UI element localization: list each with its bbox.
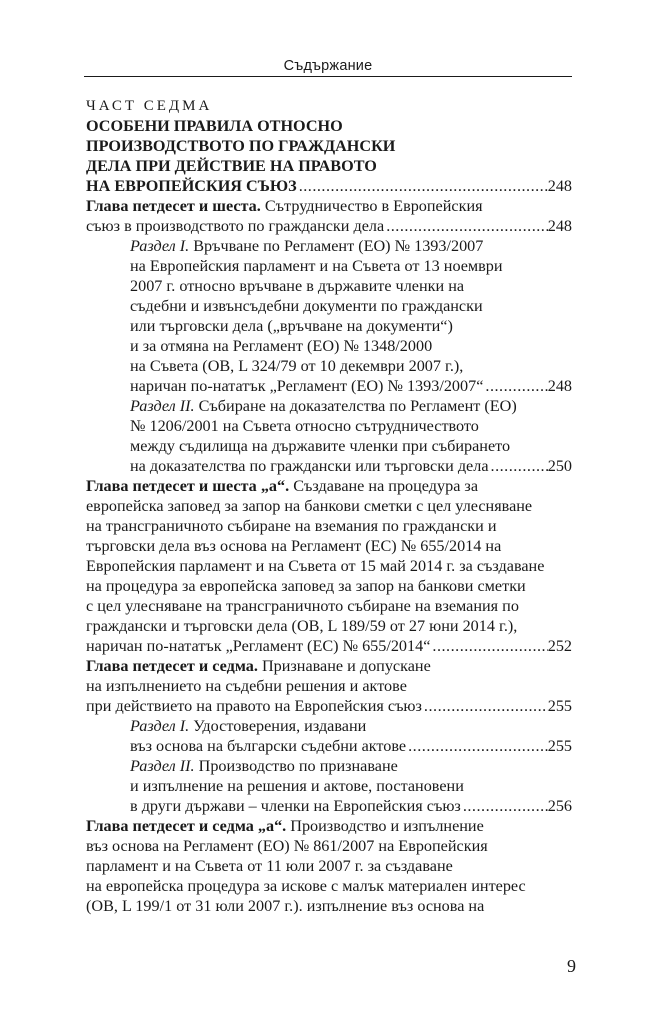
section-title: Удостоверения, издавани bbox=[189, 717, 367, 735]
entry-text-line: съдебни и извънсъдебни документи по граждански bbox=[130, 297, 483, 315]
section-heading bbox=[86, 756, 572, 776]
toc-entry-chapter-56[interactable] bbox=[86, 216, 572, 236]
chapter-label: Глава петдесет и седма. bbox=[86, 657, 258, 675]
entry-text: съюз в производството по граждански дела bbox=[86, 217, 385, 235]
part-title-line: ДЕЛА ПРИ ДЕЙСТВИЕ НА ПРАВОТО bbox=[86, 157, 377, 175]
entry-text: на доказателства по граждански или търговски дела bbox=[130, 457, 489, 475]
leader-dots bbox=[489, 456, 548, 476]
entry-text-line: на Съвета (ОВ, L 324/79 от 10 декември 2007 г.), bbox=[130, 357, 464, 375]
toc-entry-ch56-section-2[interactable] bbox=[86, 456, 572, 476]
leader-dots bbox=[430, 636, 547, 656]
page-ref: 248 bbox=[547, 177, 572, 195]
chapter-title: Производство и изпълнение bbox=[286, 817, 484, 835]
entry-text-line: на изпълнението на съдебни решения и актове bbox=[86, 677, 407, 695]
part-title-last: НА ЕВРОПЕЙСКИЯ СЪЮЗ bbox=[86, 177, 297, 195]
leader-dots bbox=[406, 736, 548, 756]
entry-text: при действието на правото на Европейския съюз bbox=[86, 697, 422, 715]
page-ref: 248 bbox=[547, 377, 572, 395]
chapter-title: Сътрудничество в Европейския bbox=[260, 197, 483, 215]
toc-entry-ch57-section-1[interactable] bbox=[86, 736, 572, 756]
page-ref: 256 bbox=[547, 797, 572, 815]
entry-text-line: на процедура за европейска заповед за запор на банкови сметки bbox=[86, 577, 526, 595]
entry-text-line: на европейска процедура за искове с малък материален интерес bbox=[86, 877, 526, 895]
entry-text-line: на трансграничното събиране на вземания по граждански и bbox=[86, 517, 497, 535]
page-number: 9 bbox=[567, 956, 576, 976]
page-ref: 255 bbox=[547, 737, 572, 755]
leader-dots bbox=[422, 696, 548, 716]
entry-text-line: парламент и на Съвета от 11 юли 2007 г. за създаване bbox=[86, 857, 453, 875]
leader-dots bbox=[483, 376, 547, 396]
toc-entry-ch56-section-1[interactable] bbox=[86, 376, 572, 396]
chapter-label: Глава петдесет и седма „а“. bbox=[86, 817, 287, 835]
leader-dots bbox=[461, 796, 548, 816]
entry-text-line: между съдилища на държавите членки при събирането bbox=[130, 437, 511, 455]
section-label: Раздел I. bbox=[130, 237, 190, 255]
leader-dots bbox=[384, 216, 548, 236]
table-of-contents bbox=[86, 96, 572, 916]
part-title-line: ПРОИЗВОДСТВОТО ПО ГРАЖДАНСКИ bbox=[86, 137, 396, 155]
entry-text-line: и за отмяна на Регламент (ЕО) № 1348/2000 bbox=[130, 337, 433, 355]
leader-dots bbox=[297, 176, 548, 196]
entry-text-line: търговски дела въз основа на Регламент (ЕС) № 655/2014 на bbox=[86, 537, 502, 555]
section-label: Раздел I. bbox=[130, 717, 190, 735]
entry-text-line: и изпълнение на решения и актове, постановени bbox=[130, 777, 464, 795]
toc-entry-ch57-section-2[interactable] bbox=[86, 796, 572, 816]
page-ref: 250 bbox=[547, 457, 572, 475]
entry-text-line: Европейския парламент и на Съвета от 15 май 2014 г. за създаване bbox=[86, 557, 545, 575]
section-heading bbox=[86, 236, 572, 256]
entry-text-line: на Европейския парламент и на Съвета от 13 ноември bbox=[130, 257, 503, 275]
entry-text: въз основа на български съдебни актове bbox=[130, 737, 407, 755]
page-ref: 255 bbox=[547, 697, 572, 715]
part-label: ЧАСТ СЕДМА bbox=[86, 98, 213, 114]
section-title: Връчване по Регламент (ЕО) № 1393/2007 bbox=[189, 237, 484, 255]
toc-entry-part-seven[interactable] bbox=[86, 176, 572, 196]
chapter-title: Създаване на процедура за bbox=[289, 477, 479, 495]
entry-text-line: европейска заповед за запор на банкови сметки с цел улесняване bbox=[86, 497, 533, 515]
page-ref: 248 bbox=[547, 217, 572, 235]
section-heading bbox=[86, 716, 572, 736]
entry-text-line: граждански и търговски дела (ОВ, L 189/59 от 27 юни 2014 г.), bbox=[86, 617, 518, 635]
chapter-label: Глава петдесет и шеста „а“. bbox=[86, 477, 290, 495]
entry-text: наричан по-нататък „Регламент (ЕС) № 655/2014“ bbox=[86, 637, 431, 655]
toc-entry-chapter-57[interactable] bbox=[86, 696, 572, 716]
chapter-label: Глава петдесет и шеста. bbox=[86, 197, 261, 215]
entry-text-line: 2007 г. относно връчване в държавите членки на bbox=[130, 277, 465, 295]
part-title-line: ОСОБЕНИ ПРАВИЛА ОТНОСНО bbox=[86, 117, 343, 135]
section-label: Раздел II. bbox=[130, 757, 195, 775]
section-title: Събиране на доказателства по Регламент (ЕО) bbox=[194, 397, 517, 415]
entry-text-line: въз основа на Регламент (ЕО) № 861/2007 на Европейския bbox=[86, 837, 488, 855]
entry-text-line: № 1206/2001 на Съвета относно сътрудничеството bbox=[130, 417, 479, 435]
toc-entry-chapter-56a[interactable] bbox=[86, 636, 572, 656]
entry-text-line: (ОВ, L 199/1 от 31 юли 2007 г.). изпълнение въз основа на bbox=[86, 897, 485, 915]
entry-text-line: с цел улесняване на трансграничното събиране на вземания по bbox=[86, 597, 519, 615]
chapter-title: Признаване и допускане bbox=[257, 657, 431, 675]
chapter-heading bbox=[86, 816, 572, 836]
entry-text: наричан по-нататък „Регламент (ЕО) № 1393/2007“ bbox=[130, 377, 484, 395]
header-rule bbox=[84, 76, 572, 77]
chapter-heading bbox=[86, 656, 572, 676]
page-ref: 252 bbox=[547, 637, 572, 655]
entry-text-line: или търговски дела („връчване на документи“) bbox=[130, 317, 453, 335]
section-label: Раздел II. bbox=[130, 397, 195, 415]
chapter-heading bbox=[86, 196, 572, 216]
chapter-heading bbox=[86, 476, 572, 496]
entry-text: в други държави – членки на Европейския съюз bbox=[130, 797, 461, 815]
running-header: Съдържание bbox=[283, 58, 373, 74]
section-title: Производство по признаване bbox=[194, 757, 398, 775]
section-heading bbox=[86, 396, 572, 416]
